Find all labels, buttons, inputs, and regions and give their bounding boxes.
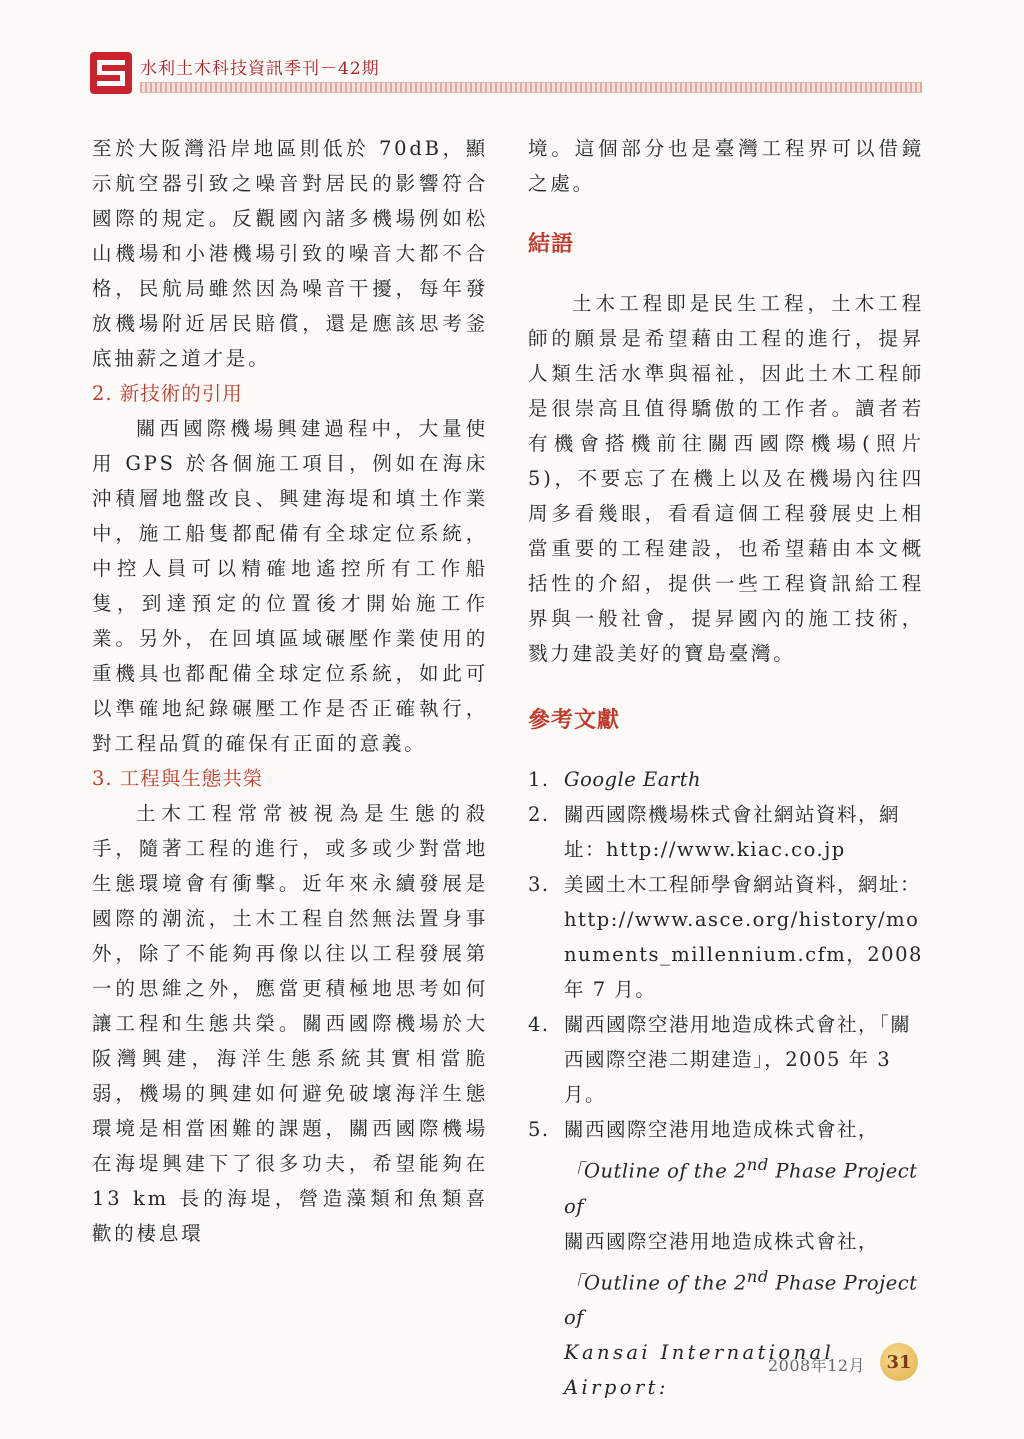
journal-title: 水利土木科技資訊季刊－42期	[140, 59, 380, 79]
reference-list	[528, 762, 924, 1405]
subheading-engineering-ecology: 3. 工程與生態共榮	[92, 767, 264, 790]
reference-item	[528, 1007, 924, 1112]
reference-number: 5.	[528, 1118, 550, 1141]
section-title-conclusion: 結語	[528, 232, 575, 257]
reference-text: 關西國際空港用地造成株式會社，「關西國際空港二期建造」，2005 年 3 月。	[564, 1013, 912, 1106]
right-column	[528, 131, 924, 1405]
reference-item	[528, 762, 924, 797]
reference-item	[528, 797, 924, 867]
superscript: nd	[746, 1155, 769, 1174]
reference-text: 「Outline of the 2	[564, 1159, 747, 1183]
reference-text: Google Earth	[564, 768, 702, 791]
paragraph: 境。這個部分也是臺灣工程界可以借鏡之處。	[528, 137, 924, 195]
reference-line	[564, 1259, 924, 1336]
header-divider	[140, 82, 922, 93]
reference-line	[564, 1147, 924, 1224]
section-title-references: 參考文獻	[528, 708, 621, 733]
reference-text: 關西國際機場株式會社網站資料，網址：http://www.kiac.co.jp	[564, 803, 901, 861]
reference-number: 1.	[528, 768, 550, 791]
reference-line: 關西國際空港用地造成株式會社，	[564, 1229, 880, 1253]
page-number: 31	[880, 1343, 918, 1381]
reference-text: Phase Project of	[564, 1159, 918, 1218]
reference-line: Kansai International Airport:	[564, 1341, 835, 1399]
reference-number: 2.	[528, 803, 550, 826]
subheading-new-technology: 2. 新技術的引用	[92, 382, 243, 405]
superscript: nd	[746, 1266, 769, 1286]
reference-number: 3.	[528, 873, 550, 896]
paragraph: 至於大阪灣沿岸地區則低於 70dB，顯示航空器引致之噪音對居民的影響符合國際的規定。反觀國內諸多機場例如松山機場和小港機場引致的噪音大都不合格，民航局雖然因為噪音干擾，每年發放機場附近居民賠償，還是應該思考釜底抽薪之道才是。	[92, 137, 488, 370]
paragraph: 關西國際機場興建過程中，大量使用 GPS 於各個施工項目，例如在海床沖積層地盤改良、興建海堤和填土作業中，施工船隻都配備有全球定位系統，中控人員可以精確地遙控所有工作船隻，到達預定的位置後才開始施工作業。另外，在回填區域碾壓作業使用的重機具也都配備全球定位系統，如此可以準確地紀錄碾壓工作是否正確執行，對工程品質的確保有正面的意義。	[92, 417, 488, 755]
page-header	[90, 52, 926, 102]
reference-text: 「Outline of the 2	[564, 1271, 747, 1294]
reference-line: 關西國際空港用地造成株式會社，	[564, 1118, 880, 1141]
paragraph: 土木工程即是民生工程，土木工程師的願景是希望藉由工程的進行，提昇人類生活水準與福祉，因此土木工程師是很崇高且值得驕傲的工作者。讀者若有機會搭機前往關西國際機場(照片 5)，不要忘了在機上以及在機場內往四周多看幾眼，看看這個工程發展史上相當重要的工程建設，也希望藉由本文概括性的介紹，提供一些工程資訊給工程界與一般社會，提昇國內的施工技術，戮力建設美好的寶島臺灣。	[528, 292, 924, 665]
issue-date: 2008年12月	[768, 1356, 866, 1375]
reference-item	[528, 867, 924, 1007]
reference-text: Phase Project of	[564, 1271, 918, 1329]
reference-text: 美國土木工程師學會網站資料，網址：http://www.asce.org/history/monuments_millennium.cfm，2008 年 7 月。	[564, 873, 923, 1001]
paragraph: 土木工程常常被視為是生態的殺手，隨著工程的進行，或多或少對當地生態環境會有衝擊。近年來永續發展是國際的潮流，土木工程自然無法置身事外，除了不能夠再像以往以工程發展第一的思維之外，應當更積極地思考如何讓工程和生態共榮。關西國際機場於大阪灣興建，海洋生態系統其實相當脆弱，機場的興建如何避免破壞海洋生態環境是相當困難的課題，關西國際機場在海堤興建下了很多功夫，希望能夠在 13 km 長的海堤，營造藻類和魚類喜歡的棲息環	[92, 802, 488, 1245]
left-column	[92, 131, 488, 1251]
reference-number: 4.	[528, 1013, 550, 1036]
journal-logo-icon	[90, 52, 132, 94]
